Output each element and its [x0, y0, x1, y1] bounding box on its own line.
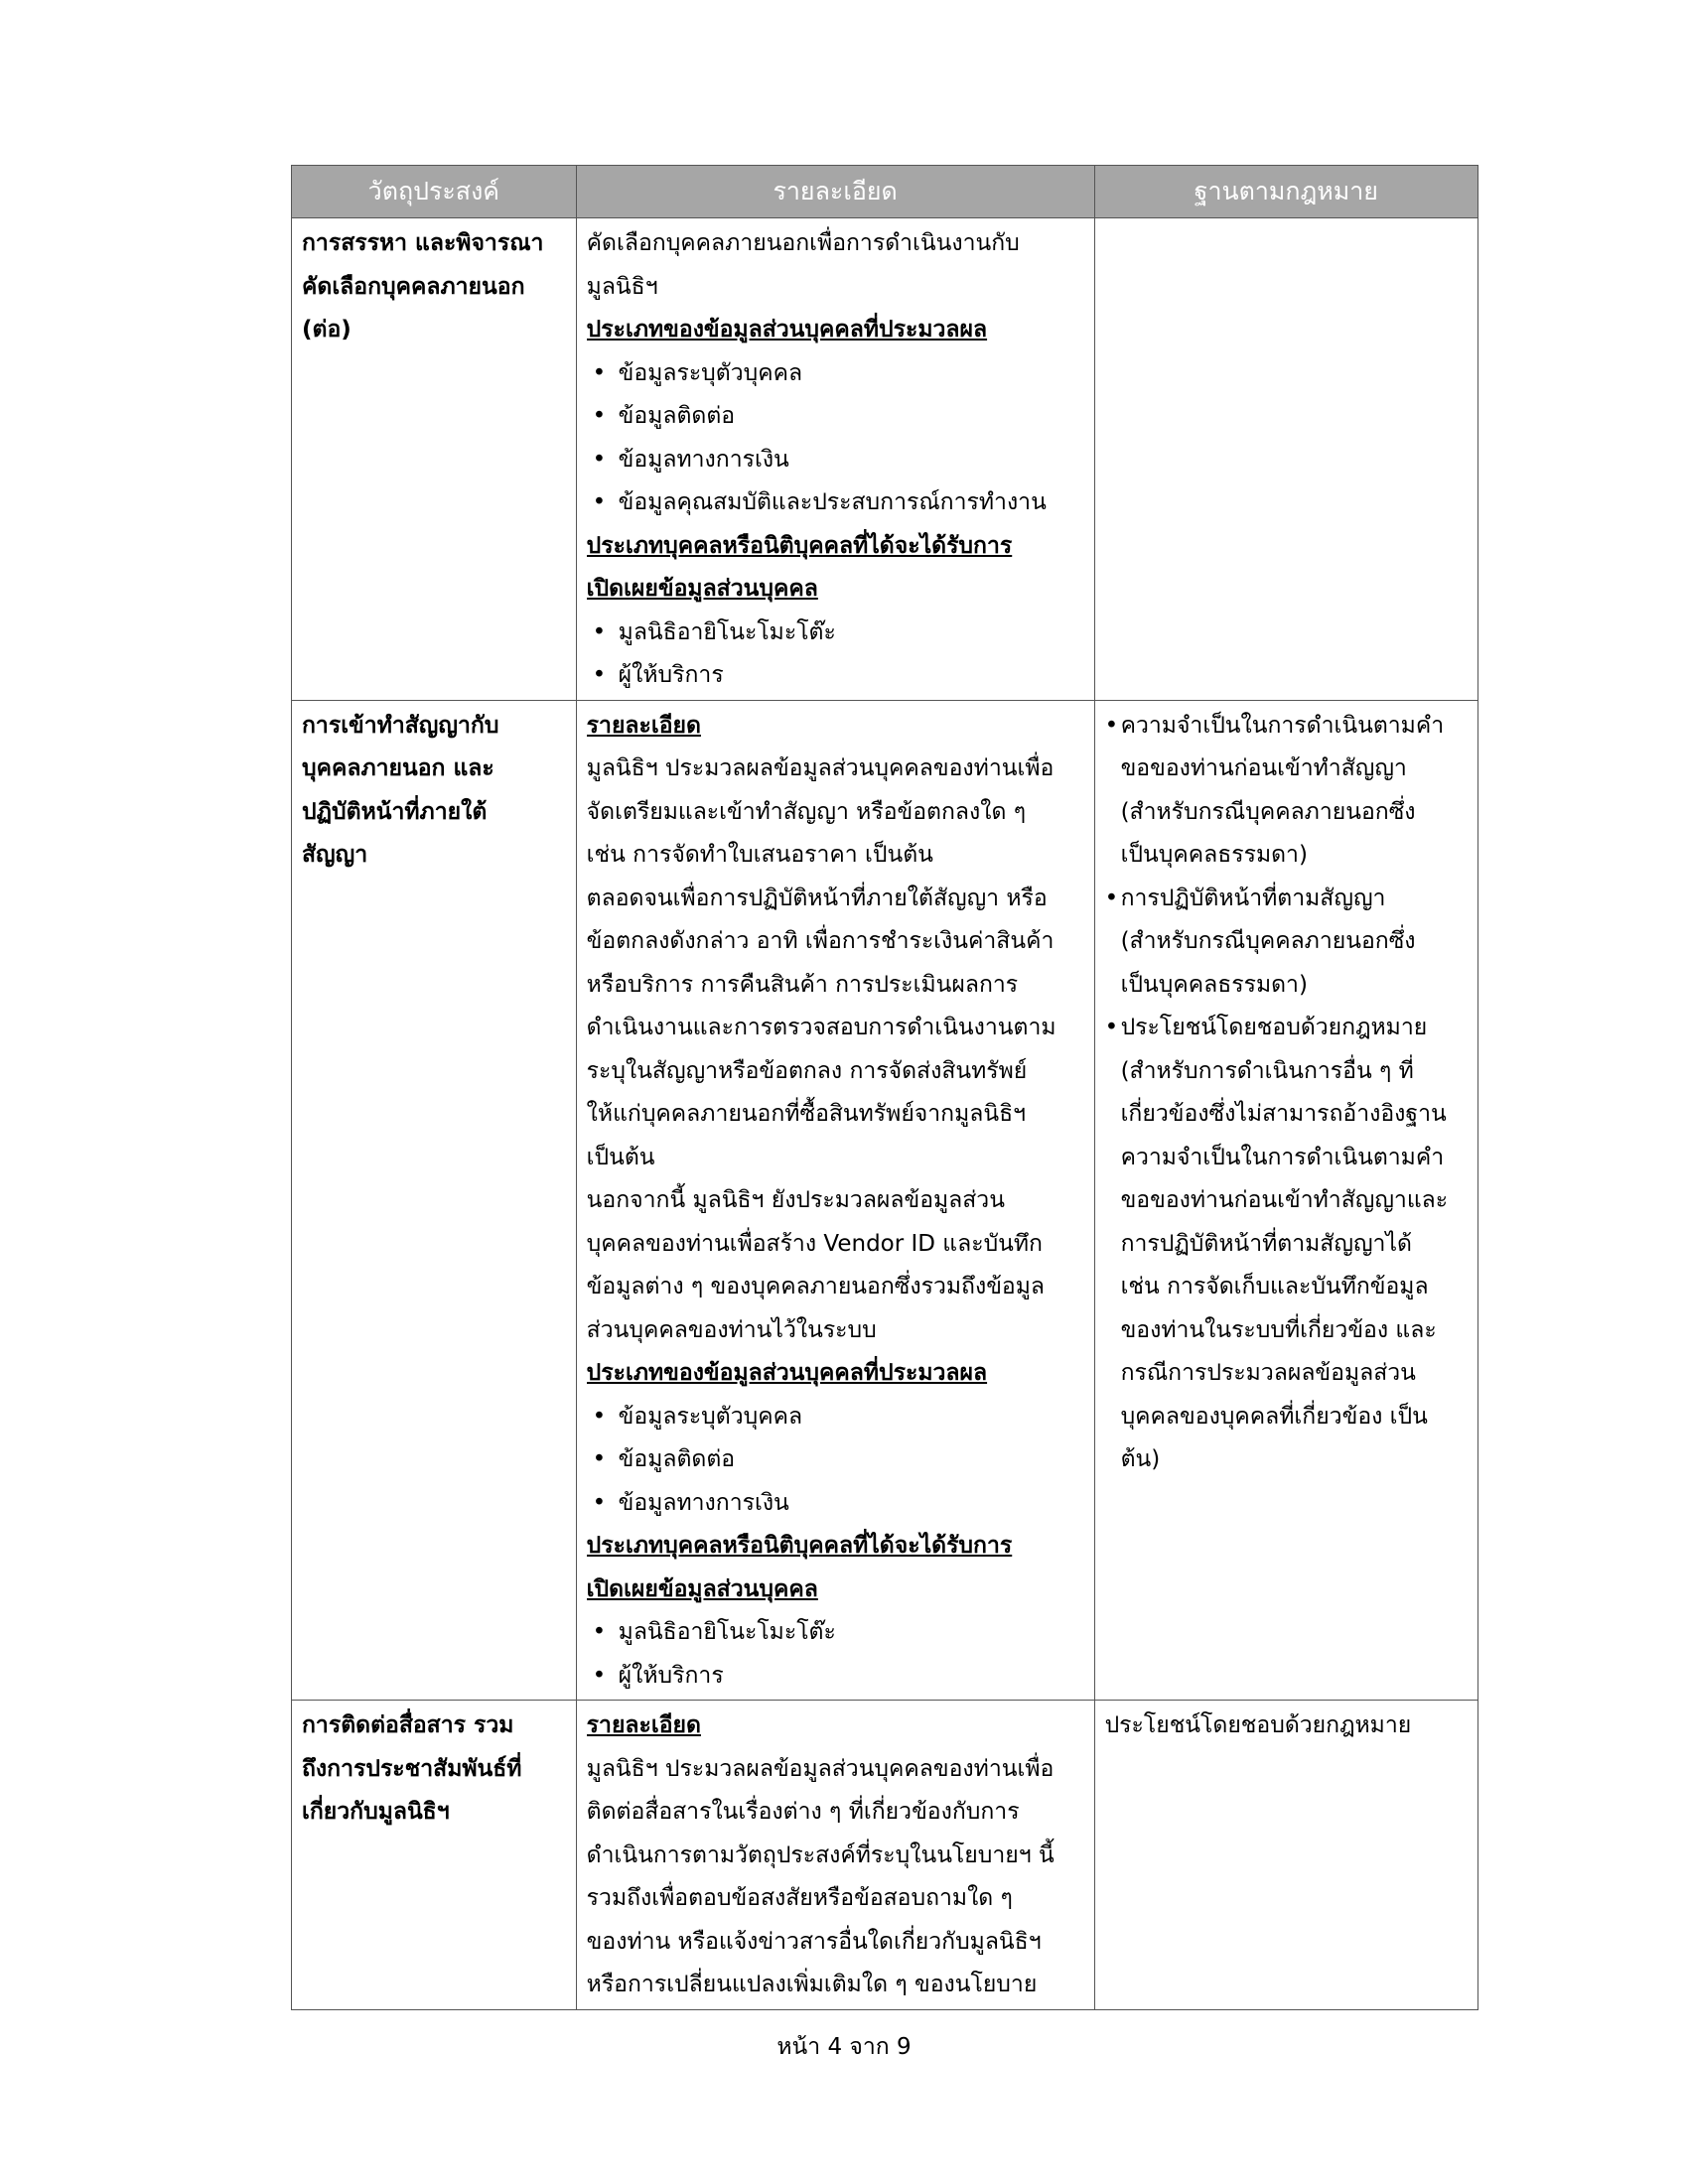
section-heading: ประเภทของข้อมูลส่วนบุคคลที่ประมวลผล	[586, 317, 988, 342]
text-line: การปฏิบัติหน้าที่ตามสัญญาได้	[1120, 1230, 1412, 1257]
text-line: ข้อมูลต่าง ๆ ของบุคคลภายนอกซึ่งรวมถึงข้อมูล	[586, 1274, 1045, 1299]
objective-line: เกี่ยวกับมูลนิธิฯ	[302, 1799, 450, 1825]
objective-line: การติดต่อสื่อสาร รวม	[302, 1712, 514, 1738]
bullet-item: • ประโยชน์โดยชอบด้วยกฎหมาย	[1105, 1007, 1468, 1050]
bullet-item: • ข้อมูลติดต่อ	[587, 1438, 1084, 1482]
text-line: เช่น การจัดเก็บและบันทึกข้อมูล	[1120, 1274, 1429, 1299]
objective-line: บุคคลภายนอก และ	[302, 755, 494, 781]
text-line: ดำเนินการตามวัตถุประสงค์ที่ระบุในนโยบายฯ นี้	[586, 1842, 1055, 1868]
bullet-item: • ข้อมูลทางการเงิน	[587, 1482, 1084, 1526]
data-processing-table	[291, 165, 1478, 2010]
text-line: รวมถึงเพื่อตอบข้อสงสัยหรือข้อสอบถามใด ๆ	[586, 1885, 1013, 1911]
section-heading: ประเภทบุคคลหรือนิติบุคคลที่ได้จะได้รับการ	[586, 1533, 1013, 1559]
text-line: ข้อตกลงดังกล่าว อาทิ เพื่อการชำระเงินค่าสินค้า	[586, 928, 1055, 954]
objective-line: การสรรหา และพิจารณา	[302, 230, 544, 256]
section-heading: เปิดเผยข้อมูลส่วนบุคคล	[586, 1575, 818, 1602]
bullet-item: • การปฏิบัติหน้าที่ตามสัญญา	[1105, 878, 1468, 921]
table-header-row	[292, 166, 1478, 218]
text-line: ความจำเป็นในการดำเนินตามคำ	[1120, 1144, 1445, 1170]
legal-basis-cell	[1094, 1701, 1477, 2010]
text-line: ขอของท่านก่อนเข้าทำสัญญา	[1120, 755, 1407, 781]
bullet-item: • ข้อมูลคุณสมบัติและประสบการณ์การทำงาน	[587, 481, 1084, 525]
details-cell	[576, 700, 1094, 1701]
text-line: ให้แก่บุคคลภายนอกที่ซื้อสินทรัพย์จากมูลนิธิฯ	[586, 1101, 1027, 1127]
bullet-item: • ผู้ให้บริการ	[587, 654, 1084, 698]
text-line: ติดต่อสื่อสารในเรื่องต่าง ๆ ที่เกี่ยวข้องกับการ	[586, 1799, 1020, 1825]
text-line: คัดเลือกบุคคลภายนอกเพื่อการดำเนินงานกับ	[586, 230, 1020, 256]
table-row	[292, 218, 1478, 701]
text-line: มูลนิธิฯ ประมวลผลข้อมูลส่วนบุคคลของท่านเพื่อ	[586, 755, 1055, 781]
text-line: ส่วนบุคคลของท่านไว้ในระบบ	[586, 1316, 877, 1343]
text-line: มูลนิธิฯ ประมวลผลข้อมูลส่วนบุคคลของท่านเพื่อ	[586, 1755, 1055, 1782]
header-legal-basis: ฐานตามกฎหมาย	[1094, 166, 1477, 218]
objective-line: การเข้าทำสัญญากับ	[302, 712, 499, 739]
page-number: หน้า 4 จาก 9	[776, 2034, 912, 2060]
section-heading: ประเภทบุคคลหรือนิติบุคคลที่ได้จะได้รับการ	[586, 532, 1013, 559]
table-row	[292, 1701, 1478, 2010]
section-heading: เปิดเผยข้อมูลส่วนบุคคล	[586, 576, 818, 602]
text-line: หรือการเปลี่ยนแปลงเพิ่มเติมใด ๆ ของนโยบาย	[586, 1972, 1038, 1997]
bullet-item: • ข้อมูลติดต่อ	[587, 395, 1084, 439]
table-row	[292, 700, 1478, 1701]
bullet-item: • ข้อมูลทางการเงิน	[587, 439, 1084, 482]
bullet-item: • ข้อมูลระบุตัวบุคคล	[587, 352, 1084, 396]
section-heading: รายละเอียด	[586, 712, 701, 739]
text-line: เป็นต้น	[586, 1144, 655, 1170]
details-cell	[576, 218, 1094, 701]
text-line: ประโยชน์โดยชอบด้วยกฎหมาย	[1104, 1712, 1412, 1738]
text-line: มูลนิธิฯ	[586, 273, 658, 300]
section-heading: ประเภทของข้อมูลส่วนบุคคลที่ประมวลผล	[586, 1360, 988, 1386]
legal-basis-cell	[1094, 218, 1477, 701]
text-line: ขอของท่านก่อนเข้าทำสัญญาและ	[1120, 1187, 1449, 1213]
text-line: บุคคลของท่านเพื่อสร้าง Vendor ID และบันทึก	[586, 1230, 1043, 1257]
text-line: เกี่ยวข้องซึ่งไม่สามารถอ้างอิงฐาน	[1120, 1101, 1447, 1127]
text-line: หรือบริการ การคืนสินค้า การประเมินผลการ	[586, 971, 1019, 998]
legal-basis-cell	[1094, 700, 1477, 1701]
bullet-item: • มูลนิธิอายิโนะโมะโต๊ะ	[587, 612, 1084, 655]
objective-line: ถึงการประชาสัมพันธ์ที่	[302, 1755, 522, 1782]
text-line: ของท่านในระบบที่เกี่ยวข้อง และ	[1120, 1316, 1437, 1343]
text-line: เช่น การจัดทำใบเสนอราคา เป็นต้น	[586, 842, 933, 868]
text-line: (สำหรับกรณีบุคคลภายนอกซึ่ง	[1120, 798, 1416, 825]
text-line: ต้น)	[1120, 1446, 1161, 1472]
text-line: (สำหรับการดำเนินการอื่น ๆ ที่	[1120, 1057, 1414, 1084]
objective-cell	[292, 218, 577, 701]
text-line: ดำเนินงานและการตรวจสอบการดำเนินงานตาม	[586, 1015, 1056, 1040]
bullet-item: • ผู้ให้บริการ	[587, 1655, 1084, 1699]
text-line: ของท่าน หรือแจ้งข่าวสารอื่นใดเกี่ยวกับมูลนิธิฯ	[586, 1928, 1042, 1955]
text-line: เป็นบุคคลธรรมดา)	[1120, 842, 1308, 868]
text-line: บุคคลของบุคคลที่เกี่ยวข้อง เป็น	[1120, 1403, 1428, 1430]
objective-line: สัญญา	[302, 842, 368, 868]
bullet-item: • มูลนิธิอายิโนะโมะโต๊ะ	[587, 1611, 1084, 1655]
text-line: กรณีการประมวลผลข้อมูลส่วน	[1120, 1360, 1416, 1386]
text-line: เป็นบุคคลธรรมดา)	[1120, 971, 1308, 998]
text-line: ระบุในสัญญาหรือข้อตกลง การจัดส่งสินทรัพย์	[586, 1057, 1028, 1084]
objective-line: (ต่อ)	[302, 317, 352, 342]
text-line: ตลอดจนเพื่อการปฏิบัติหน้าที่ภายใต้สัญญา หรือ	[586, 885, 1048, 911]
text-line: นอกจากนี้ มูลนิธิฯ ยังประมวลผลข้อมูลส่วน	[586, 1187, 1005, 1213]
bullet-item: • ความจำเป็นในการดำเนินตามคำ	[1105, 705, 1468, 749]
text-line: (สำหรับกรณีบุคคลภายนอกซึ่ง	[1120, 928, 1416, 954]
header-details: รายละเอียด	[576, 166, 1094, 218]
objective-line: คัดเลือกบุคคลภายนอก	[302, 273, 525, 300]
text-line: จัดเตรียมและเข้าทำสัญญา หรือข้อตกลงใด ๆ	[586, 798, 1027, 825]
bullet-item: • ข้อมูลระบุตัวบุคคล	[587, 1396, 1084, 1439]
header-objective: วัตถุประสงค์	[292, 166, 577, 218]
objective-cell	[292, 700, 577, 1701]
objective-cell	[292, 1701, 577, 2010]
objective-line: ปฏิบัติหน้าที่ภายใต้	[302, 798, 488, 825]
section-heading: รายละเอียด	[586, 1712, 701, 1738]
details-cell	[576, 1701, 1094, 2010]
